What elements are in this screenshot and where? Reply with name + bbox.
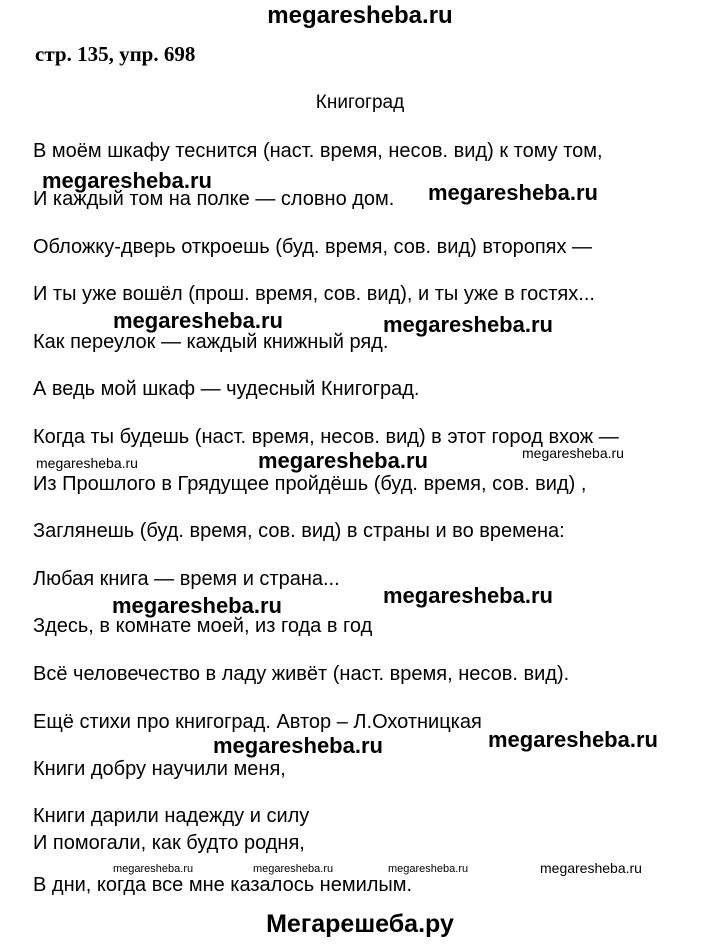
extra-poems-intro: Ещё стихи про книгоград. Автор – Л.Охотницкая	[33, 711, 482, 733]
watermark: megaresheba.ru	[488, 727, 658, 752]
poem-line: Как переулок — каждый книжный ряд.	[33, 331, 389, 353]
watermark: megaresheba.ru	[113, 863, 194, 875]
poem-line: И ты уже вошёл (прош. время, сов. вид), и ты уже в гостях...	[33, 283, 595, 305]
extra-poem-line: В дни, когда все мне казалось немилым.	[33, 874, 413, 896]
poem-line: Любая книга — время и страна...	[33, 568, 340, 590]
watermark: megaresheba.ru	[388, 863, 469, 875]
extra-poem-line: Книги добру научили меня,	[33, 758, 286, 780]
watermark: megaresheba.ru	[113, 308, 283, 333]
watermark: megaresheba.ru	[36, 455, 138, 471]
exercise-reference: стр. 135, упр. 698	[35, 42, 196, 66]
watermark: megaresheba.ru	[258, 448, 428, 473]
watermark: megaresheba.ru	[522, 445, 624, 461]
extra-poem-line: Книги дарили надежду и силу	[33, 805, 310, 827]
watermark: megaresheba.ru	[112, 593, 282, 618]
poem-title: Книгоград	[315, 92, 405, 113]
poem-line: Когда ты будешь (наст. время, несов. вид) в этот город вхож —	[33, 426, 619, 448]
watermark: megaresheba.ru	[383, 312, 553, 337]
watermark: megaresheba.ru	[42, 168, 212, 193]
poem-line: А ведь мой шкаф — чудесный Книгоград.	[33, 378, 420, 400]
poem-line: Всё человечество в ладу живёт (наст. время, несов. вид).	[33, 663, 570, 685]
poem-line: И каждый том на полке — словно дом.	[33, 188, 395, 210]
watermark: megaresheba.ru	[253, 863, 334, 875]
site-header: megaresheba.ru	[267, 2, 453, 29]
watermark: megaresheba.ru	[540, 860, 642, 876]
site-footer: Мегарешеба.ру	[266, 910, 454, 938]
poem-line: Заглянешь (буд. время, сов. вид) в страны и во времена:	[33, 520, 565, 542]
poem-line: В моём шкафу теснится (наст. время, несов. вид) к тому том,	[33, 140, 603, 162]
extra-poem-line: И помогали, как будто родня,	[33, 832, 305, 854]
poem-line: Здесь, в комнате моей, из года в год	[33, 615, 373, 637]
watermark: megaresheba.ru	[428, 180, 598, 205]
poem-line: Обложку-дверь откроешь (буд. время, сов. вид) второпях —	[33, 236, 593, 258]
poem-line: Из Прошлого в Грядущее пройдёшь (буд. время, сов. вид) ,	[33, 473, 587, 495]
watermark: megaresheba.ru	[213, 733, 383, 758]
watermark: megaresheba.ru	[383, 583, 553, 608]
